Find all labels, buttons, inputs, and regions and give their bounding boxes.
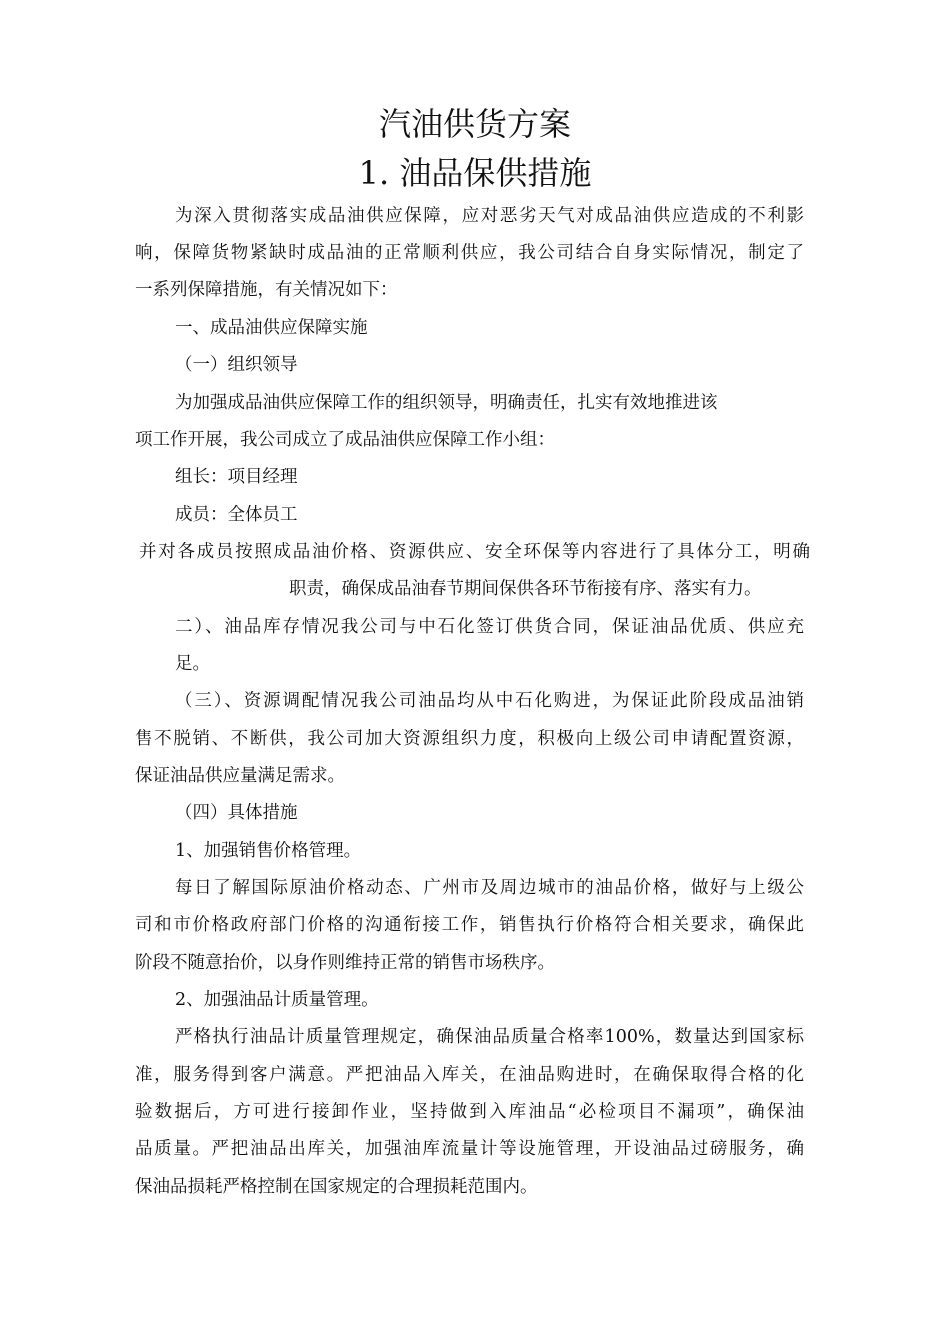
paragraph-line: 严格执行油品计质量管理规定，确保油品质量合格率100%，数量达到国家标 bbox=[175, 1027, 804, 1047]
paragraph-line: 为加强成品油供应保障工作的组织领导，明确责任，扎实有效地推进该 bbox=[175, 393, 718, 413]
paragraph-line: 验数据后，方可进行接卸作业，坚持做到入库油品“必检项目不漏项”，确保油 bbox=[135, 1102, 804, 1122]
paragraph-line: 阶段不随意抬价，以身作则维持正常的销售市场秩序。 bbox=[135, 953, 555, 973]
document-title: 汽油供货方案 bbox=[378, 105, 571, 143]
paragraph-line: 成员：全体员工 bbox=[175, 505, 298, 525]
paragraph-line: 售不脱销、不断供，我公司加大资源组织力度，积极向上级公司申请配置资源， bbox=[135, 729, 804, 749]
item-heading: 2、加强油品计质量管理。 bbox=[175, 990, 379, 1010]
subsection-heading: （四）具体措施 bbox=[175, 803, 298, 823]
paragraph-line: 职责，确保成品油春节期间保供各环节衔接有序、落实有力。 bbox=[289, 579, 762, 599]
item-heading: 1、加强销售价格管理。 bbox=[175, 841, 362, 861]
paragraph-line: 司和市价格政府部门价格的沟通衔接工作，销售执行价格符合相关要求，确保此 bbox=[135, 915, 804, 935]
paragraph-line: 项工作开展，我公司成立了成品油供应保障工作小组： bbox=[135, 430, 555, 450]
paragraph-line: 一系列保障措施，有关情况如下： bbox=[135, 280, 398, 300]
paragraph-line: 品质量。严把油品出库关，加强油库流量计等设施管理，开设油品过磅服务，确 bbox=[135, 1139, 804, 1159]
paragraph-line: 组长：项目经理 bbox=[175, 467, 298, 487]
paragraph-line: 保证油品供应量满足需求。 bbox=[135, 766, 345, 786]
paragraph-line: 二）、油品库存情况我公司与中石化签订供货合同，保证油品优质、供应充 bbox=[175, 617, 804, 637]
paragraph-line: （三）、资源调配情况我公司油品均从中石化购进，为保证此阶段成品油销 bbox=[175, 691, 804, 711]
paragraph-line: 为深入贯彻落实成品油供应保障，应对恶劣天气对成品油供应造成的不利影 bbox=[175, 206, 804, 226]
paragraph-line: 准，服务得到客户满意。严把油品入库关，在油品购进时，在确保取得合格的化 bbox=[135, 1065, 804, 1085]
section-heading: 1. 油品保供措施 bbox=[358, 154, 592, 192]
paragraph-line: 保油品损耗严格控制在国家规定的合理损耗范围内。 bbox=[135, 1177, 538, 1197]
paragraph-line: 足。 bbox=[175, 654, 210, 674]
paragraph-line: 响，保障货物紧缺时成品油的正常顺利供应，我公司结合自身实际情况，制定了 bbox=[135, 243, 804, 263]
subsection-heading: （一）组织领导 bbox=[175, 355, 298, 375]
paragraph-line: 每日了解国际原油价格动态、广州市及周边城市的油品价格，做好与上级公 bbox=[175, 878, 804, 898]
paragraph-line: 并对各成员按照成品油价格、资源供应、安全环保等内容进行了具体分工，明确 bbox=[139, 542, 810, 562]
section-heading-line: 一、成品油供应保障实施 bbox=[175, 318, 368, 338]
